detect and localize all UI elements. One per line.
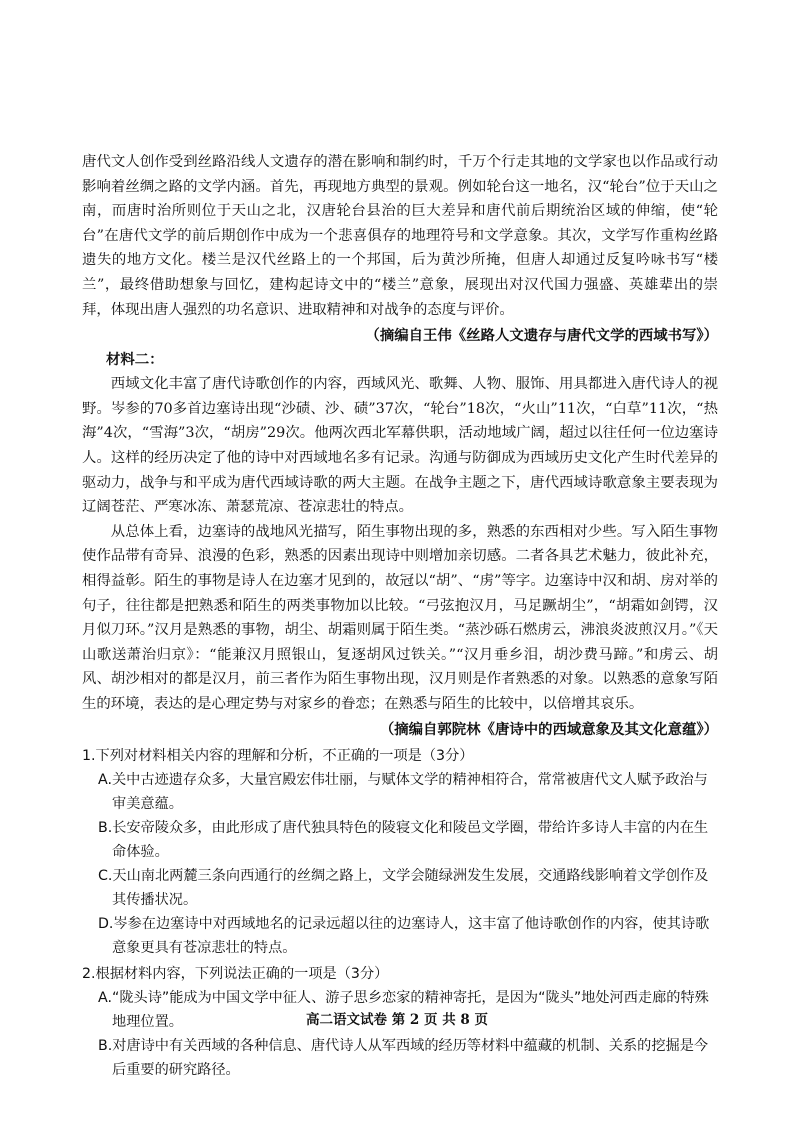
- option-b: B.对唐诗中有关西域的各种信息、唐代诗人从军西域的经历等材料中蕴藏的机制、关系的挖掘是今后重要的研究路径。: [98, 1038, 709, 1079]
- option-a: A.“陇头诗”能成为中国文学中征人、游子思乡恋家的精神寄托，是因为“陇头”地处河西走廊的特殊地理位置。: [98, 990, 709, 1031]
- material2-heading: 材料二：: [106, 351, 164, 369]
- option-c: C.天山南北两麓三条向西通行的丝绸之路上，文学会随绿洲发生发展，交通路线影响着文学创作及其传播状况。: [98, 868, 709, 909]
- material2-paragraph-2: 从总体上看，边塞诗的战地风光描写，陌生事物出现的多，熟悉的东西相对少些。写入陌生事物使作品带有奇异、浪漫的色彩，熟悉的因素出现诗中则增加亲切感。二者各具艺术魅力，彼此补充，相得益彰。陌生的事物是诗人在边塞才见到的，故冠以“胡”、“虏”等字。边塞诗中汉和胡、房对举的句子，往往都是把熟悉和陌生的两类事物加以比较。“弓弦抱汉月，马足蹶胡尘”，“胡霜如剑锷，汉月似刀环。”汉月是熟悉的事物，胡尘、胡霜则属于陌生类。“蒸沙砾石燃虏云，沸浪炎波煎汉月。”《天山歌送萧治归京》：“能兼汉月照银山，复逐胡风过铁关。”“汉月垂乡泪，胡沙费马蹄。”和虏云、胡风、胡沙相对的都是汉月，前三者作为陌生事物出现，汉月则是作者熟悉的对象。以熟悉的意象写陌生的环境，表达的是心理定势与对家乡的眷恋；在熟悉与陌生的比较中，以倍增其哀乐。: [82, 523, 718, 712]
- option-d: D.岑参在边塞诗中对西域地名的记录远超以往的边塞诗人，这丰富了他诗歌创作的内容，使其诗歌意象更具有苍凉悲壮的特点。: [98, 916, 710, 957]
- material2-paragraph-1: 西域文化丰富了唐代诗歌创作的内容，西域风光、歌舞、人物、服饰、用具都进入唐代诗人的视野。岑参的70多首边塞诗出现“沙碛、沙、碛”37次，“轮台”18次，“火山”11次，“白草”11次，“热海”4次，“雪海”3次，“胡房”29次。他两次西北军幕供职，活动地域广阔，超过以往任何一位边塞诗人。这样的经历决定了他的诗中对西域地名多有记录。沟通与防御成为西域历史文化产生时代差异的驱动力，战争与和平成为唐代西域诗歌的两大主题。在战争主题之下，唐代西域诗歌意象主要表现为辽阔苍茫、严寒冰冻、萧瑟荒凉、苍凉悲壮的特点。: [82, 376, 718, 516]
- material1-source: （摘编自王伟《丝路人文遗存与唐代文学的西域书写》）: [365, 327, 718, 345]
- material2-source: （摘编自郭院林《唐诗中的西域意象及其文化意蕴》）: [379, 721, 718, 739]
- page-footer: 高二语文试卷 第 2 页 共 8 页: [306, 1012, 488, 1028]
- option-a: A.关中古迹遗存众多，大量宫殿宏伟壮丽，与赋体文学的精神相符合，常常被唐代文人赋予政治与审美意蕴。: [98, 772, 708, 813]
- question-stem: 1.下列对材料相关内容的理解和分析，不正确的一项是（3分）: [82, 748, 474, 765]
- material1-paragraph: 唐代文人创作受到丝路沿线人文遗存的潜在影响和制约时，千万个行走其地的文学家也以作品或行动影响着丝绸之路的文学内涵。首先，再现地方典型的景观。例如轮台这一地名，汉“轮台”位于天山之南，而唐时治所则位于天山之北，汉唐轮台县治的巨大差异和唐代前后期统治区域的伸缩，使“轮台”在唐代文学的前后期创作中成为一个悲喜俱存的地理符号和文学意象。其次，文学写作重构丝路遗失的地方文化。楼兰是汉代丝路上的一个邦国，后为黄沙所掩，但唐人却通过反复吟咏书写“楼兰”，最终借助想象与回忆，建构起诗文中的“楼兰”意象，展现出对汉代国力强盛、英雄辈出的崇拜，体现出唐人强烈的功名意识、进取精神和对战争的态度与评价。: [82, 154, 718, 318]
- question-stem: 2.根据材料内容，下列说法正确的一项是（3分）: [82, 966, 389, 983]
- exam-page: [82, 150, 718, 1082]
- question-1: [82, 744, 718, 960]
- option-b: B.长安帝陵众多，由此形成了唐代独具特色的陵寝文化和陵邑文学圈，带给许多诗人丰富的内在生命体验。: [98, 820, 709, 861]
